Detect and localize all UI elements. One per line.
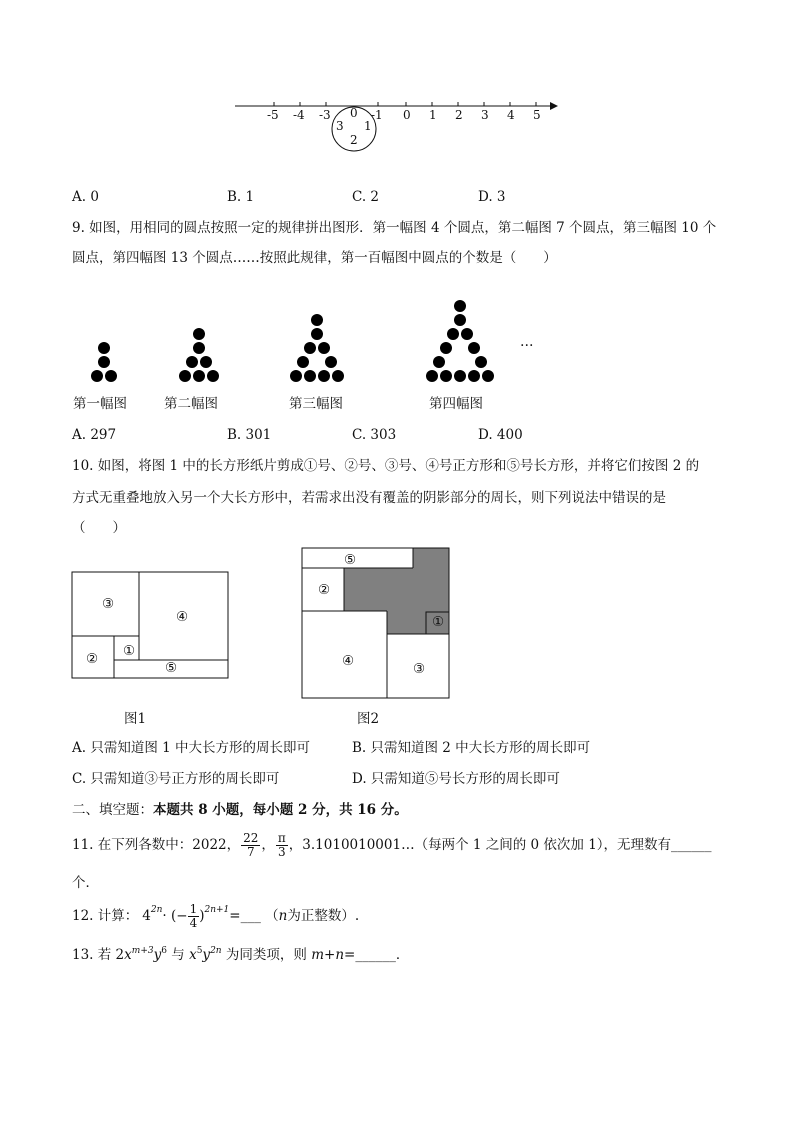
- q10-text-line3: （ ）: [72, 520, 126, 536]
- fig1-label-5: ⑤: [165, 660, 178, 676]
- q13-x2: x: [189, 947, 197, 963]
- pattern-dot: [468, 370, 480, 382]
- figure-2: [300, 546, 452, 700]
- q8-option-a: A. 0: [72, 189, 99, 205]
- number-line-tick-label: 4: [507, 108, 515, 122]
- q13-y: y: [153, 947, 162, 963]
- pattern-dot: [193, 370, 205, 382]
- pattern-dot: [318, 342, 330, 354]
- pattern-dot: [193, 328, 205, 340]
- section-2-desc: 本题共 8 小题，每小题 2 分，共 16 分。: [153, 802, 408, 818]
- q12-line: [72, 903, 359, 930]
- q13-exp-d: 2n: [210, 946, 222, 956]
- q13-exp-c: 5: [196, 946, 203, 956]
- pattern-dot: [297, 356, 309, 368]
- q9-option-b: B. 301: [227, 427, 272, 443]
- q11-fraction-22-7: $\frac{22}{7}$: [243, 831, 259, 860]
- q10-text-line1: 10. 如图，将图 1 中的长方形纸片剪成①号、②号、③号、④号正方形和⑤号长方形，并将它们按图 2 的: [72, 458, 700, 474]
- q8-option-b: B. 1: [227, 189, 255, 205]
- pattern-dot: [325, 356, 337, 368]
- pattern-dot: [207, 370, 219, 382]
- fig2-label-5: ⑤: [344, 552, 357, 568]
- q9-option-c: C. 303: [352, 427, 397, 443]
- q13-line: [72, 946, 410, 963]
- fig-caption-2: 第二幅图: [164, 396, 218, 412]
- number-line-circle-digit: 2: [350, 133, 358, 147]
- fig1-label-2: ②: [86, 651, 99, 667]
- pattern-dot: [193, 342, 205, 354]
- q13-prefix: 13. 若 2: [72, 947, 125, 963]
- pattern-dot: [98, 342, 110, 354]
- q10-option-c: C. 只需知道③号正方形的周长即可: [72, 771, 280, 787]
- pattern-dot: [482, 370, 494, 382]
- number-line-circle-digit: 0: [350, 106, 358, 120]
- q12-exp2: 2n+1: [204, 905, 230, 916]
- q13-x: x: [124, 947, 132, 963]
- pattern-dot: [433, 356, 445, 368]
- pattern-dot: [200, 356, 212, 368]
- fig-caption-3: 第三幅图: [289, 396, 343, 412]
- q13-exp-a: m+3: [131, 946, 154, 956]
- q12-suffix: =___ （: [229, 907, 279, 924]
- number-line-tick-label: -1: [371, 108, 383, 122]
- q12-fraction-1-4: $\frac{1}{4}$: [189, 902, 198, 931]
- q9-option-a: A. 297: [72, 427, 117, 443]
- fig1-label-4: ④: [176, 609, 189, 625]
- q12-mid: · (−: [162, 907, 188, 924]
- pattern-dot: [318, 370, 330, 382]
- pattern-dot: [311, 328, 323, 340]
- number-line-tick-label: 3: [481, 108, 489, 122]
- q10-option-a: A. 只需知道图 1 中大长方形的周长即可: [72, 740, 311, 756]
- q13-mid: 与: [166, 947, 190, 963]
- q12-base: 4: [142, 907, 151, 924]
- pattern-dot: [91, 370, 103, 382]
- q8-option-d: D. 3: [478, 189, 506, 205]
- q11-sep: ，: [261, 836, 275, 853]
- q9-text-line1: 9. 如图，用相同的圆点按照一定的规律拼出图形．第一幅图 4 个圆点，第二幅图 7 个圆点，第三幅图 10 个: [72, 220, 717, 236]
- fig2-label-1: ①: [432, 614, 445, 630]
- pattern-dot: [426, 370, 438, 382]
- pattern-dot: [332, 370, 344, 382]
- fig2-label-4: ④: [342, 653, 355, 669]
- q12-prefix: 12. 计算：: [72, 907, 139, 924]
- q12-exp1: 2n: [150, 905, 163, 916]
- number-line-tick-label: 1: [429, 108, 437, 122]
- q12-suffix2: 为正整数）.: [287, 907, 360, 924]
- q13-exp-b: 6: [161, 946, 167, 956]
- pattern-dot: [186, 356, 198, 368]
- fig1-caption: 图1: [124, 711, 147, 727]
- pattern-dot: [454, 370, 466, 382]
- q11-prefix: 11. 在下列各数中：2022，: [72, 836, 241, 853]
- fig2-label-3: ③: [413, 661, 426, 677]
- number-line-tick-label: 0: [403, 108, 411, 122]
- fig-caption-4: 第四幅图: [429, 396, 483, 412]
- pattern-dot: [461, 328, 473, 340]
- pattern-dot: [98, 356, 110, 368]
- q13-y2: y: [202, 947, 211, 963]
- pattern-dot: [290, 370, 302, 382]
- pattern-dot: [447, 328, 459, 340]
- q12-var: n: [278, 907, 288, 924]
- fig-caption-1: 第一幅图: [73, 396, 127, 412]
- dots-ellipsis: …: [520, 334, 534, 350]
- q13-tail: =______．: [344, 947, 410, 963]
- q10-option-b: B. 只需知道图 2 中大长方形的周长即可: [352, 740, 591, 756]
- pattern-dot: [454, 314, 466, 326]
- q10-text-line2: 方式无重叠地放入另一个大长方形中，若需求出没有覆盖的阴影部分的周长，则下列说法中错误的是: [72, 490, 666, 506]
- number-line-figure: [230, 92, 570, 154]
- number-line-tick-label: -3: [319, 108, 331, 122]
- number-line-tick-label: -4: [293, 108, 305, 122]
- number-line-tick-label: -5: [267, 108, 279, 122]
- number-line-circle-digit: 3: [336, 119, 344, 133]
- q11-fraction-pi-3: $\frac{\pi}{3}$: [277, 831, 286, 860]
- pattern-dot: [454, 300, 466, 312]
- q11-suffix: ，3.1010010001…（每两个 1 之间的 0 依次加 1），无理数有______: [288, 836, 712, 853]
- pattern-dot: [311, 314, 323, 326]
- q11-line2: 个．: [72, 875, 99, 891]
- pattern-dot: [440, 342, 452, 354]
- q13-suffix: 为同类项，则: [221, 947, 312, 963]
- pattern-dot: [304, 342, 316, 354]
- number-line-circle-digit: 1: [364, 119, 372, 133]
- section-2-prefix: 二、填空题：: [72, 802, 153, 818]
- number-line-arrow: [550, 102, 558, 110]
- dot-pattern-figures: [80, 290, 550, 390]
- pattern-dot: [440, 370, 452, 382]
- q12-close: ): [199, 907, 205, 924]
- section-2-header: [72, 804, 408, 818]
- fig1-label-3: ③: [102, 596, 115, 612]
- q13-n: n: [335, 947, 345, 963]
- q8-option-c: C. 2: [352, 189, 380, 205]
- number-line-tick-label: 5: [533, 108, 541, 122]
- q9-option-d: D. 400: [478, 427, 523, 443]
- fig2-label-2: ②: [318, 582, 331, 598]
- q13-m: m: [311, 947, 324, 963]
- q11-line1: [72, 832, 712, 859]
- pattern-dot: [304, 370, 316, 382]
- pattern-dot: [105, 370, 117, 382]
- pattern-dot: [475, 356, 487, 368]
- pattern-dot: [468, 342, 480, 354]
- number-line-tick-label: 2: [455, 108, 463, 122]
- q13-plus: +: [324, 947, 336, 963]
- pattern-dot: [179, 370, 191, 382]
- q9-text-line2: 圆点，第四幅图 13 个圆点……按照此规律，第一百幅图中圆点的个数是（ ）: [72, 250, 557, 266]
- fig1-label-1: ①: [123, 643, 136, 659]
- q10-option-d: D. 只需知道⑤号长方形的周长即可: [352, 771, 560, 787]
- fig2-caption: 图2: [357, 711, 380, 727]
